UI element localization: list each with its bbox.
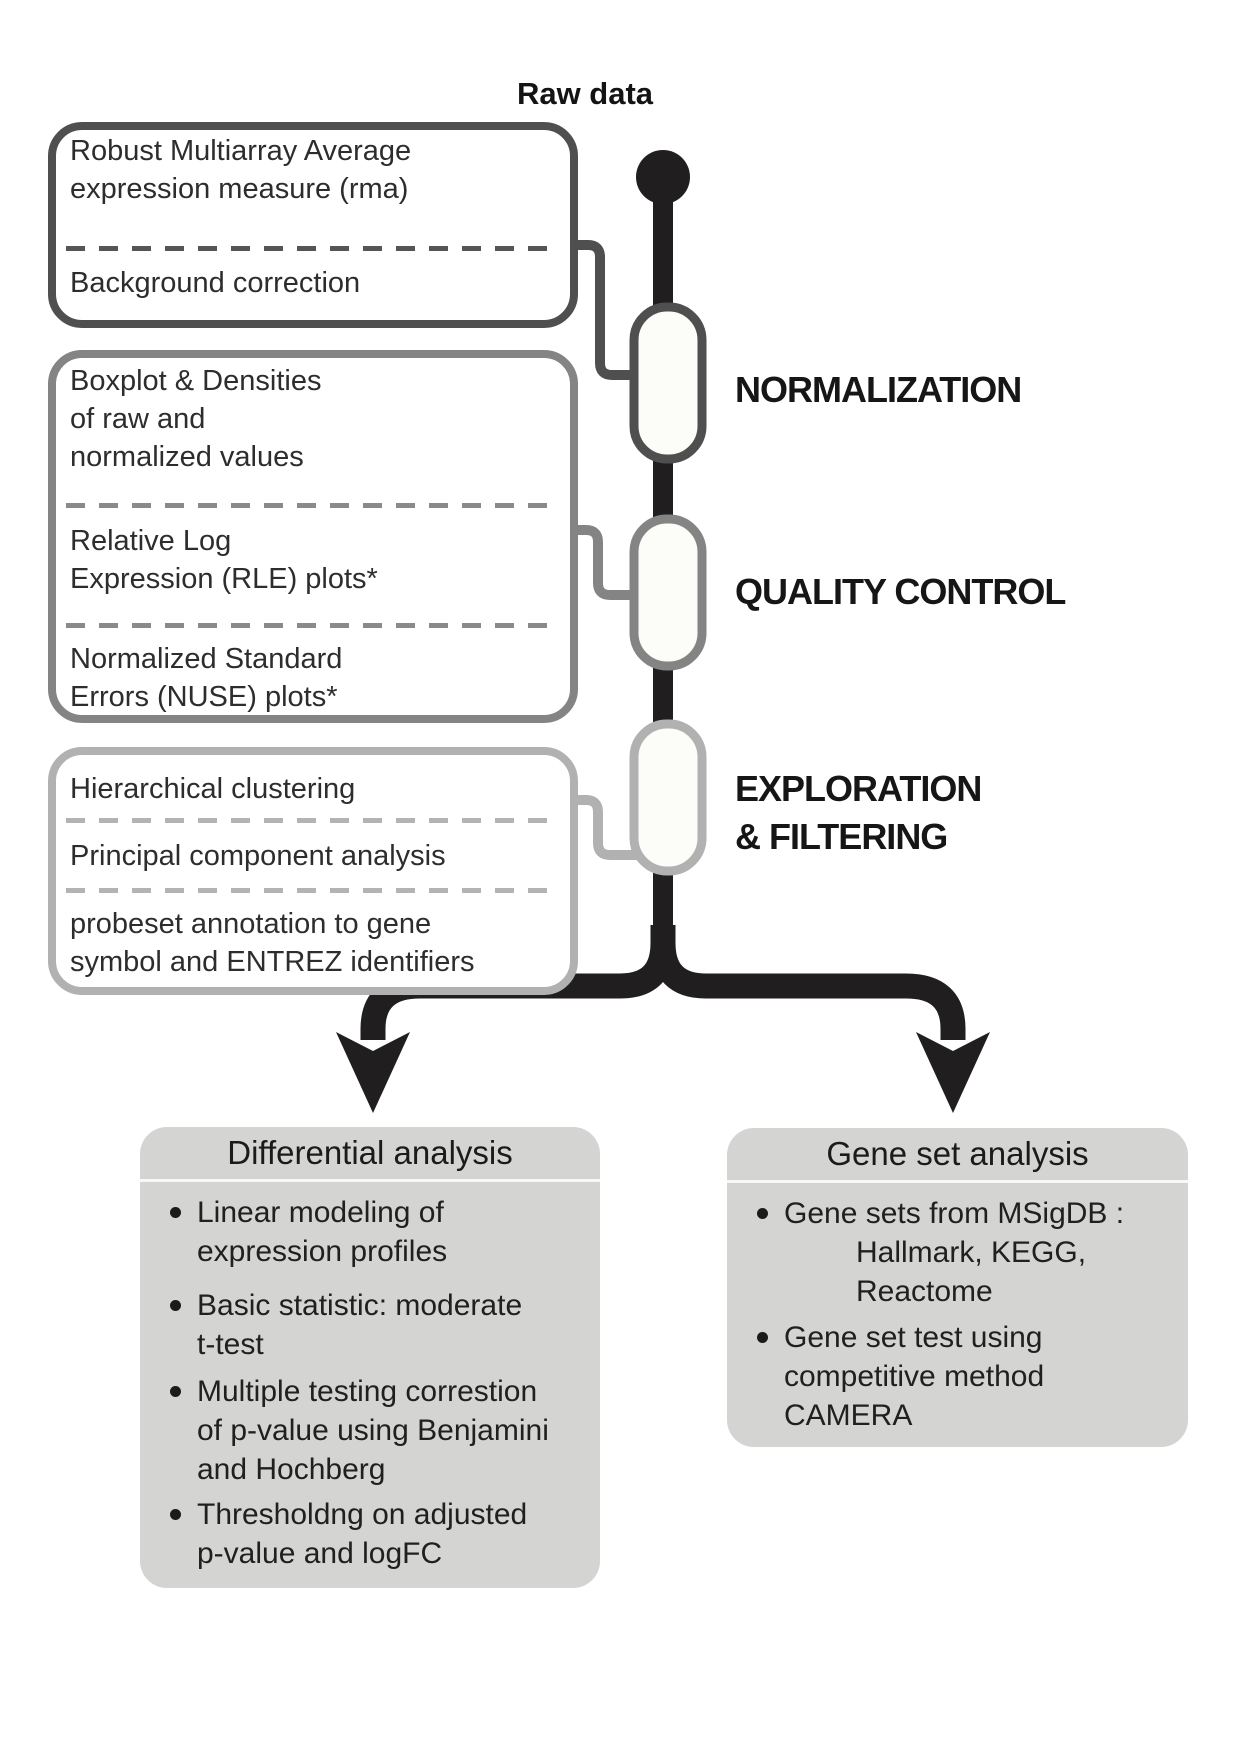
bullet-icon <box>170 1300 181 1311</box>
text-line: p-value and logFC <box>197 1537 443 1570</box>
text-line: & FILTERING <box>735 816 948 857</box>
background-correction-step <box>70 264 564 302</box>
text-line: of p-value using Benjamini <box>197 1414 549 1447</box>
text-line: Expression (RLE) plots* <box>70 563 378 595</box>
text-line: Reactome <box>856 1275 993 1308</box>
quality-control-stage-label: QUALITY CONTROL <box>735 571 1066 612</box>
text-line: probeset annotation to gene <box>70 908 432 940</box>
list-item <box>727 1318 1188 1435</box>
text-line: of raw and <box>70 403 206 435</box>
hierarchical-clustering-step <box>70 770 564 808</box>
nuse-plots-step <box>70 640 564 716</box>
list-item <box>140 1372 600 1489</box>
normalization-node <box>634 307 702 459</box>
text-line: Multiple testing correstion <box>197 1375 538 1408</box>
text-line: CAMERA <box>784 1399 913 1432</box>
title-separator <box>727 1180 1188 1183</box>
text-line: expression profiles <box>197 1235 448 1268</box>
normalization-steps-box <box>48 122 578 328</box>
text-line: Hallmark, KEGG, <box>856 1236 1087 1269</box>
pca-step <box>70 837 564 875</box>
dashed-separator <box>66 623 560 628</box>
text-line: normalized values <box>70 441 304 473</box>
text-line: Normalized Standard <box>70 643 343 675</box>
bullet-icon <box>757 1208 768 1219</box>
gene-set-analysis-box <box>727 1128 1188 1447</box>
text-line: Hierarchical clustering <box>70 773 356 805</box>
down-arrow-left-icon <box>336 1032 410 1113</box>
list-item <box>140 1495 600 1573</box>
raw-data-label: Raw data <box>516 76 654 111</box>
text-line: Gene set test using <box>784 1321 1043 1354</box>
gene-set-analysis-bullets <box>727 1194 1188 1435</box>
text-line: expression measure (rma) <box>70 173 409 205</box>
title-separator <box>140 1179 600 1182</box>
exploration-stage-label <box>735 765 981 861</box>
normalization-stage-label: NORMALIZATION <box>735 369 1022 410</box>
text-line: Gene sets from MSigDB : <box>784 1197 1125 1230</box>
differential-analysis-title: Differential analysis <box>227 1134 513 1171</box>
quality-control-node <box>634 519 702 666</box>
text-line: Errors (NUSE) plots* <box>70 681 338 713</box>
text-line: Thresholdng on adjusted <box>197 1498 528 1531</box>
text-line: and Hochberg <box>197 1453 386 1486</box>
down-arrow-right-icon <box>916 1032 990 1113</box>
exploration-steps-box <box>48 747 578 995</box>
boxplot-densities-step <box>70 362 564 476</box>
quality-control-steps-box <box>48 350 578 723</box>
dashed-separator <box>66 818 560 823</box>
differential-analysis-box <box>140 1127 600 1588</box>
list-item <box>140 1193 600 1271</box>
text-line: Linear modeling of <box>197 1196 444 1229</box>
text-line: Boxplot & Densities <box>70 365 322 397</box>
connector-normalization <box>576 245 638 375</box>
dashed-separator <box>66 503 560 508</box>
bullet-icon <box>757 1332 768 1343</box>
connector-quality-control <box>576 530 638 595</box>
bullet-icon <box>170 1207 181 1218</box>
text-line: Relative Log <box>70 525 232 557</box>
list-item <box>727 1194 1188 1311</box>
differential-analysis-bullets <box>140 1193 600 1573</box>
rma-step <box>70 132 564 208</box>
exploration-node <box>634 724 702 871</box>
text-line: competitive method <box>784 1360 1045 1393</box>
raw-data-node-dot <box>636 150 690 204</box>
branch-right-line <box>663 925 953 1040</box>
gene-set-analysis-title: Gene set analysis <box>826 1135 1089 1172</box>
text-line: Robust Multiarray Average <box>70 135 412 167</box>
probeset-annotation-step <box>70 905 564 981</box>
dashed-separator <box>66 888 560 893</box>
bullet-icon <box>170 1509 181 1520</box>
text-line: Background correction <box>70 267 361 299</box>
text-line: Principal component analysis <box>70 840 446 872</box>
list-item <box>140 1286 600 1364</box>
text-line: t-test <box>197 1328 264 1361</box>
dashed-separator <box>66 246 560 251</box>
text-line: symbol and ENTREZ identifiers <box>70 946 475 978</box>
connector-exploration <box>576 800 638 855</box>
text-line: EXPLORATION <box>735 768 982 809</box>
text-line: Basic statistic: moderate <box>197 1289 523 1322</box>
rle-plots-step <box>70 522 564 598</box>
bullet-icon <box>170 1386 181 1397</box>
